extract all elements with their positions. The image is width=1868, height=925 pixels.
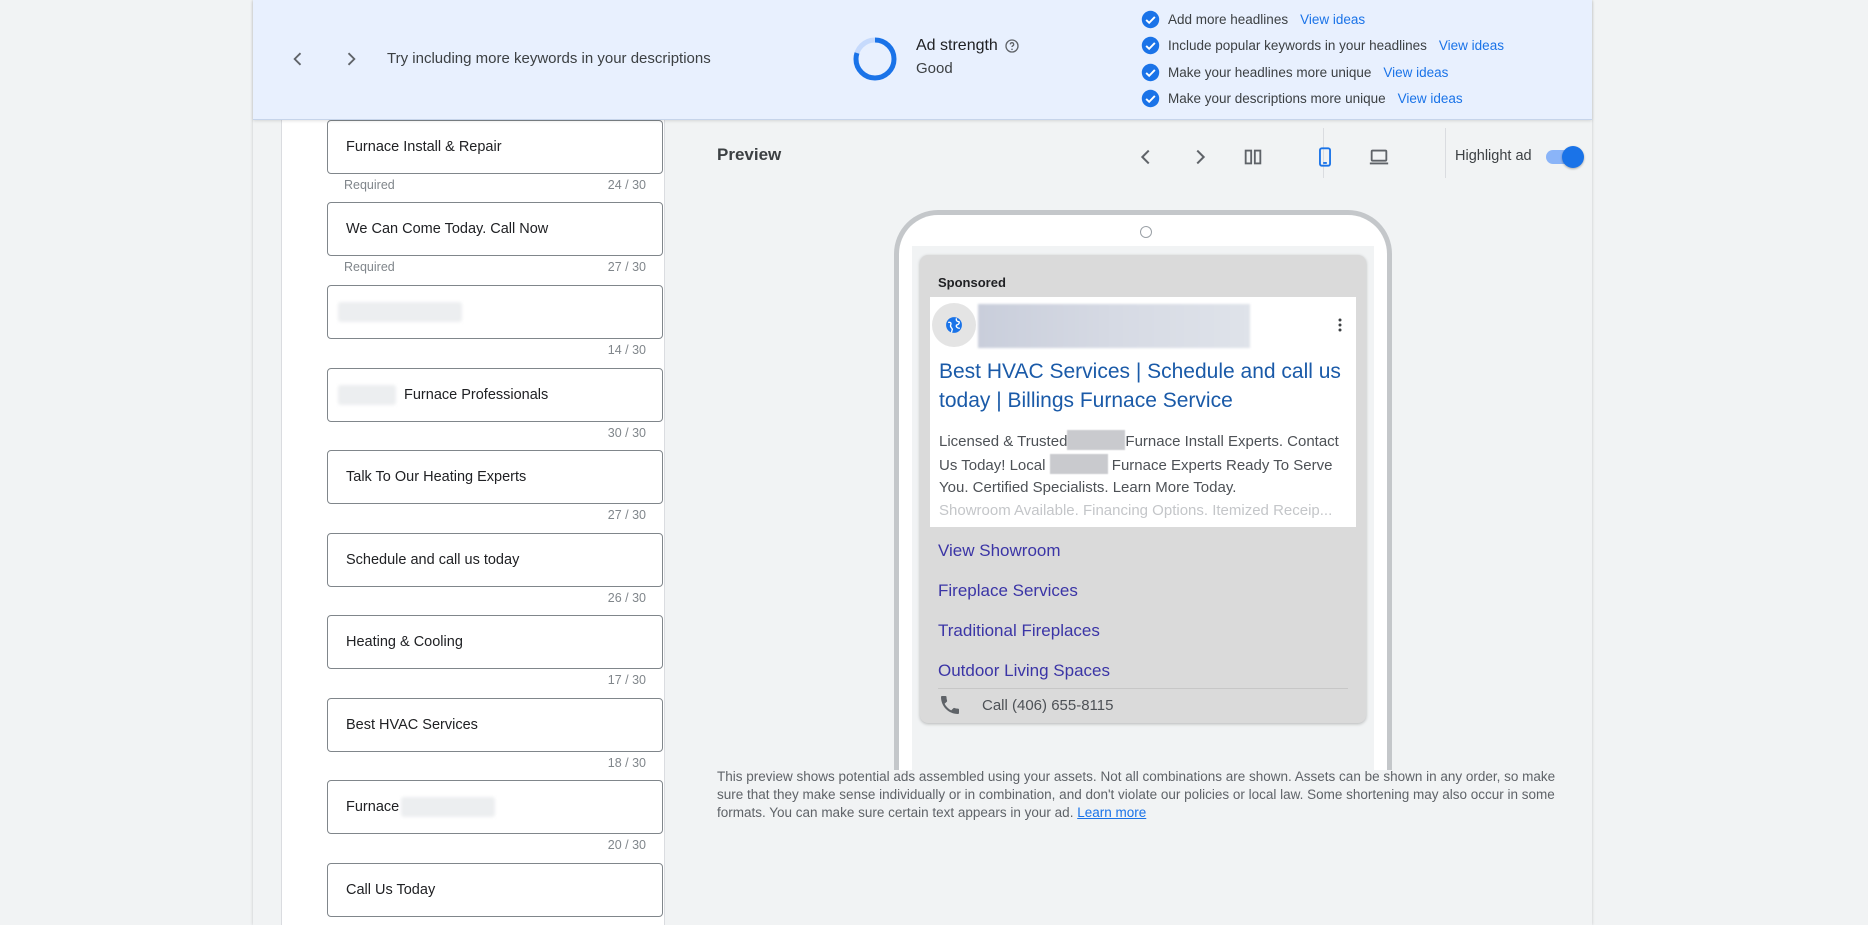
chevron-right-icon	[341, 49, 361, 69]
headline-field[interactable]	[327, 202, 663, 256]
char-count: 24 / 30	[607, 178, 646, 192]
headline-field[interactable]	[327, 780, 663, 834]
headline-text: Best HVAC Services	[346, 717, 478, 733]
char-count: 30 / 30	[607, 426, 646, 440]
headline-text: Furnace Install & Repair	[346, 139, 502, 155]
toolbar-divider	[1445, 128, 1446, 178]
ad-strength-label	[916, 37, 1020, 55]
headline-meta	[344, 508, 646, 522]
headline-field[interactable]	[327, 120, 663, 174]
suggestion-text: Make your headlines more unique	[1168, 64, 1372, 80]
preview-disclaimer	[717, 768, 1562, 822]
preview-panel	[690, 120, 1592, 925]
prev-tip-button[interactable]	[283, 44, 313, 74]
char-count: 27 / 30	[607, 508, 646, 522]
char-count: 26 / 30	[607, 591, 646, 605]
ad-strength-title: Ad strength	[916, 37, 998, 54]
chevron-left-icon	[1135, 146, 1157, 168]
redacted-text	[401, 797, 495, 817]
headline-meta	[344, 178, 646, 192]
headline-field[interactable]	[327, 863, 663, 917]
redacted-text	[338, 302, 462, 322]
redacted-advertiser	[978, 304, 1250, 348]
required-label: Required	[344, 260, 395, 274]
ad-desc-text: Furnace Install Experts. Contact Us Today! Local	[939, 433, 1339, 474]
char-count: 20 / 30	[607, 838, 646, 852]
ad-desc-text: Furnace Experts Ready To Serve You. Certified Specialists. Learn More Today.	[939, 456, 1333, 496]
headline-field[interactable]	[327, 368, 663, 422]
disclaimer-text: This preview shows potential ads assembled using your assets. Not all combinations are shown. Assets can be shown in any order, so make sure that they make sense individually or in combination, and don't violate our policies or local law. Some shortening may also occur in some formats. You can make sure certain text appears in your ad.	[717, 769, 1556, 820]
ad-strength-ring	[851, 35, 899, 83]
desktop-view-button[interactable]	[1362, 140, 1396, 174]
suggestions-list	[1141, 6, 1504, 112]
headlines-panel	[281, 0, 665, 925]
tip-text: Try including more keywords in your descriptions	[387, 50, 711, 67]
next-preview-button[interactable]	[1183, 140, 1217, 174]
suggestion-text: Make your descriptions more unique	[1168, 91, 1386, 107]
headline-field[interactable]	[327, 285, 663, 339]
suggestion-text: Include popular keywords in your headlines	[1168, 38, 1427, 54]
call-divider	[938, 688, 1348, 689]
char-count: 17 / 30	[607, 673, 646, 687]
view-ideas-link[interactable]: View ideas	[1300, 11, 1366, 27]
favicon	[932, 303, 976, 347]
char-count: 14 / 30	[607, 343, 646, 357]
sitelink[interactable]: Traditional Fireplaces	[938, 621, 1100, 640]
suggestion-item	[1141, 59, 1504, 86]
headline-field[interactable]	[327, 533, 663, 587]
suggestion-text: Add more headlines	[1168, 11, 1289, 27]
next-tip-button[interactable]	[336, 44, 366, 74]
ad-desc-text: Licensed & Trusted	[939, 433, 1068, 450]
highlight-ad-label: Highlight ad	[1455, 148, 1532, 164]
check-circle-icon	[1141, 36, 1160, 55]
ad-strength-banner	[253, 0, 1592, 120]
check-circle-icon	[1141, 63, 1160, 82]
sitelink[interactable]: Fireplace Services	[938, 581, 1078, 600]
headline-field[interactable]	[327, 615, 663, 669]
chevron-right-icon	[1189, 146, 1211, 168]
check-circle-icon	[1141, 10, 1160, 29]
view-ideas-link[interactable]: View ideas	[1397, 91, 1463, 107]
sitelink[interactable]: Outdoor Living Spaces	[938, 661, 1110, 680]
globe-icon	[944, 315, 964, 335]
headline-field[interactable]	[327, 698, 663, 752]
headline-text: Talk To Our Heating Experts	[346, 469, 527, 485]
ad-body	[930, 297, 1356, 527]
char-count: 27 / 30	[607, 260, 646, 274]
laptop-icon	[1368, 146, 1390, 168]
call-text: Call (406) 655-8115	[982, 696, 1114, 714]
preview-title: Preview	[717, 145, 782, 164]
phone-icon	[938, 693, 962, 717]
redacted-text	[338, 385, 396, 405]
phone-speaker	[1140, 226, 1152, 238]
headline-field[interactable]	[327, 450, 663, 504]
ad-card	[920, 255, 1366, 723]
char-count: 18 / 30	[607, 756, 646, 770]
headline-meta	[344, 673, 646, 687]
suggestion-item	[1141, 6, 1504, 33]
headline-text: Call Us Today	[346, 882, 436, 898]
ad-headline-link[interactable]: Best HVAC Services | Schedule and call us today | Billings Furnace Service	[939, 360, 1341, 412]
learn-more-link[interactable]: Learn more	[1077, 805, 1147, 820]
help-icon[interactable]	[1004, 38, 1020, 54]
headline-meta	[344, 756, 646, 770]
view-ideas-link[interactable]: View ideas	[1383, 64, 1449, 80]
headline-meta	[344, 260, 646, 274]
call-extension[interactable]	[938, 693, 1113, 717]
editor-frame	[253, 0, 1592, 925]
headline-meta	[344, 426, 646, 440]
chevron-left-icon	[288, 49, 308, 69]
phone-screen	[912, 246, 1374, 770]
view-ideas-link[interactable]: View ideas	[1438, 38, 1504, 54]
redacted-text	[1067, 430, 1125, 450]
sponsored-label: Sponsored	[938, 275, 1006, 290]
ad-description	[939, 430, 1351, 522]
smartphone-icon	[1314, 146, 1336, 168]
headline-text: Furnace Professionals	[404, 387, 549, 403]
required-label: Required	[344, 178, 395, 192]
headline-meta	[344, 838, 646, 852]
suggestion-item	[1141, 86, 1504, 113]
suggestion-item	[1141, 33, 1504, 60]
sitelink[interactable]: View Showroom	[938, 541, 1061, 560]
headline-meta	[344, 591, 646, 605]
headline-text: Schedule and call us today	[346, 552, 520, 568]
check-circle-icon	[1141, 89, 1160, 108]
more-vert-icon[interactable]	[1330, 315, 1350, 335]
phone-mockup	[894, 210, 1392, 770]
headline-text: Furnace	[346, 799, 400, 815]
ad-strength-value: Good	[916, 60, 953, 77]
mobile-view-button[interactable]	[1308, 140, 1342, 174]
highlight-ad-toggle[interactable]	[1544, 146, 1582, 166]
toggle-knob	[1562, 146, 1584, 168]
columns-icon	[1242, 146, 1264, 168]
headline-text: Heating & Cooling	[346, 634, 463, 650]
headline-text: We Can Come Today. Call Now	[346, 221, 549, 237]
split-view-button[interactable]	[1236, 140, 1270, 174]
ad-desc-faded: Showroom Available. Financing Options. Itemized Receip...	[939, 501, 1333, 519]
prev-preview-button[interactable]	[1129, 140, 1163, 174]
headline-meta	[344, 343, 646, 357]
redacted-text	[1050, 454, 1108, 474]
